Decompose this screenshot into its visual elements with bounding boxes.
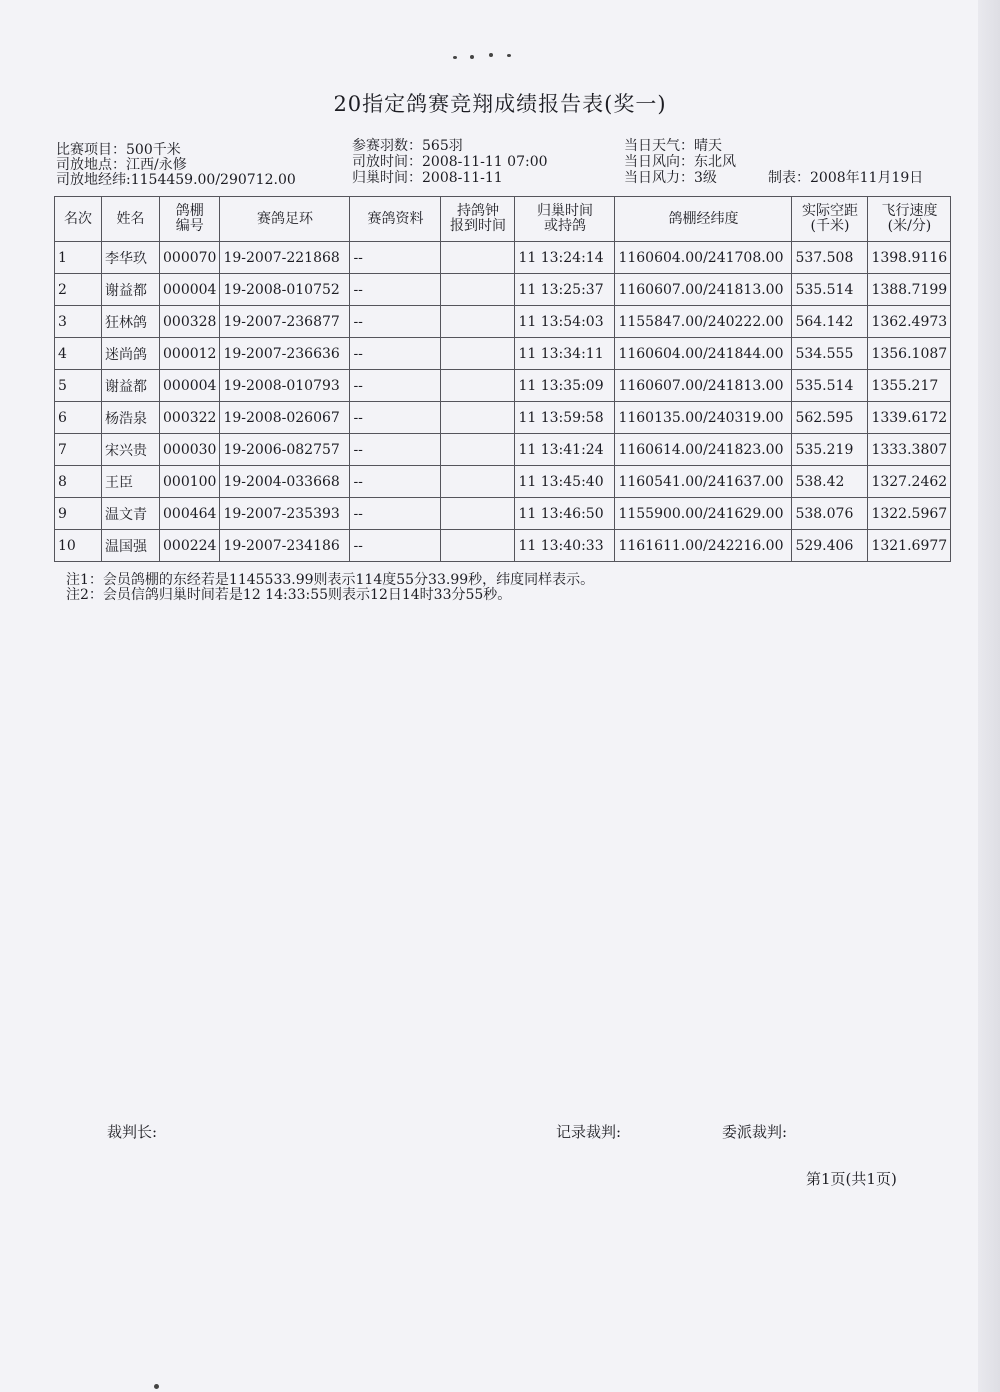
cell-clock-time <box>441 370 515 402</box>
cell-return-time: 11 13:34:11 <box>515 338 615 370</box>
cell-rank: 8 <box>55 466 102 498</box>
cell-coords: 1160607.00/241813.00 <box>615 274 792 306</box>
cell-pigeon-info: -- <box>350 402 441 434</box>
delegated-judge-label: 委派裁判: <box>722 1123 788 1141</box>
cell-loft-no: 000328 <box>160 306 220 338</box>
note-2: 注2：会员信鸽归巢时间若是12 14:33:55则表示12日14时33分55秒。 <box>66 587 512 603</box>
cell-pigeon-info: -- <box>350 530 441 562</box>
cell-distance: 529.406 <box>792 530 868 562</box>
cell-speed: 1333.3807 <box>868 434 951 466</box>
cell-clock-time <box>441 402 515 434</box>
info-release-site: 司放地点：江西/永修 <box>56 157 187 173</box>
scan-speck <box>507 54 511 57</box>
table-row <box>55 498 951 530</box>
cell-rank: 7 <box>55 434 102 466</box>
table-row <box>55 466 951 498</box>
cell-clock-time <box>441 434 515 466</box>
info-wind-force: 当日风力：3级 <box>624 170 717 186</box>
header-loft-no <box>160 197 220 242</box>
cell-pigeon-info: -- <box>350 338 441 370</box>
info-event: 比赛项目：500千米 <box>56 142 181 158</box>
cell-clock-time <box>441 274 515 306</box>
table-row <box>55 274 951 306</box>
header-distance-line: 实际空距 (千米) <box>801 203 858 234</box>
header-pigeon-info: 赛鸽资料 <box>350 197 441 242</box>
cell-loft-no: 000004 <box>160 370 220 402</box>
cell-clock-time <box>441 306 515 338</box>
cell-ring: 19-2004-033668 <box>220 466 350 498</box>
info-release-time: 司放时间：2008-11-11 07:00 <box>352 154 548 170</box>
cell-rank: 3 <box>55 306 102 338</box>
cell-speed: 1362.4973 <box>868 306 951 338</box>
cell-ring: 19-2008-010793 <box>220 370 350 402</box>
cell-distance: 537.508 <box>792 242 868 274</box>
scan-speck <box>489 53 493 57</box>
cell-return-time: 11 13:25:37 <box>515 274 615 306</box>
cell-return-time: 11 13:35:09 <box>515 370 615 402</box>
cell-speed: 1355.217 <box>868 370 951 402</box>
cell-speed: 1322.5967 <box>868 498 951 530</box>
cell-return-time: 11 13:24:14 <box>515 242 615 274</box>
header-name: 姓名 <box>102 197 160 242</box>
cell-coords: 1155847.00/240222.00 <box>615 306 792 338</box>
cell-coords: 1155900.00/241629.00 <box>615 498 792 530</box>
cell-return-time: 11 13:46:50 <box>515 498 615 530</box>
cell-pigeon-info: -- <box>350 498 441 530</box>
cell-loft-no: 000464 <box>160 498 220 530</box>
table-row <box>55 402 951 434</box>
info-release-coords: 司放地经纬:1154459.00/290712.00 <box>56 172 296 188</box>
header-return-time-line: 归巢时间 或持鸽 <box>536 203 593 234</box>
cell-rank: 2 <box>55 274 102 306</box>
cell-loft-no: 000322 <box>160 402 220 434</box>
table-row <box>55 242 951 274</box>
table-row <box>55 370 951 402</box>
cell-pigeon-info: -- <box>350 274 441 306</box>
cell-name: 宋兴贵 <box>102 434 160 466</box>
cell-distance: 562.595 <box>792 402 868 434</box>
header-return-time <box>515 197 615 242</box>
cell-ring: 19-2007-235393 <box>220 498 350 530</box>
cell-clock-time <box>441 498 515 530</box>
cell-clock-time <box>441 530 515 562</box>
cell-clock-time <box>441 338 515 370</box>
table-header-row <box>55 197 951 242</box>
cell-return-time: 11 13:45:40 <box>515 466 615 498</box>
chief-judge-label: 裁判长: <box>107 1123 158 1141</box>
cell-ring: 19-2007-236636 <box>220 338 350 370</box>
header-distance <box>792 197 868 242</box>
cell-speed: 1356.1087 <box>868 338 951 370</box>
header-speed <box>868 197 951 242</box>
header-clock-time <box>441 197 515 242</box>
cell-name: 温文青 <box>102 498 160 530</box>
cell-rank: 4 <box>55 338 102 370</box>
cell-ring: 19-2007-236877 <box>220 306 350 338</box>
header-rank: 名次 <box>55 197 102 242</box>
cell-distance: 535.219 <box>792 434 868 466</box>
cell-coords: 1160614.00/241823.00 <box>615 434 792 466</box>
header-loft-no-line: 鸽棚 编号 <box>175 203 204 234</box>
cell-distance: 538.076 <box>792 498 868 530</box>
cell-name: 温国强 <box>102 530 160 562</box>
cell-pigeon-info: -- <box>350 434 441 466</box>
info-weather: 当日天气：晴天 <box>624 138 722 154</box>
cell-coords: 1160135.00/240319.00 <box>615 402 792 434</box>
info-made-date: 制表：2008年11月19日 <box>768 170 924 186</box>
cell-speed: 1321.6977 <box>868 530 951 562</box>
cell-coords: 1160541.00/241637.00 <box>615 466 792 498</box>
table-row <box>55 338 951 370</box>
cell-return-time: 11 13:54:03 <box>515 306 615 338</box>
results-body <box>55 242 951 562</box>
cell-name: 迷尚鸽 <box>102 338 160 370</box>
cell-loft-no: 000004 <box>160 274 220 306</box>
cell-pigeon-info: -- <box>350 466 441 498</box>
cell-ring: 19-2008-010752 <box>220 274 350 306</box>
cell-rank: 9 <box>55 498 102 530</box>
cell-pigeon-info: -- <box>350 242 441 274</box>
page-number: 第1页(共1页) <box>806 1170 897 1188</box>
scan-speck <box>453 56 457 59</box>
info-entries: 参赛羽数：565羽 <box>352 138 463 154</box>
table-row <box>55 530 951 562</box>
cell-loft-no: 000030 <box>160 434 220 466</box>
table-row <box>55 434 951 466</box>
cell-speed: 1339.6172 <box>868 402 951 434</box>
cell-clock-time <box>441 466 515 498</box>
header-coords: 鸽棚经纬度 <box>615 197 792 242</box>
cell-ring: 19-2006-082757 <box>220 434 350 466</box>
cell-distance: 538.42 <box>792 466 868 498</box>
cell-name: 狂林鸽 <box>102 306 160 338</box>
cell-distance: 534.555 <box>792 338 868 370</box>
results-table <box>54 196 951 562</box>
cell-return-time: 11 13:41:24 <box>515 434 615 466</box>
info-wind-direction: 当日风向：东北风 <box>624 154 736 170</box>
note-1: 注1：会员鸽棚的东经若是1145533.99则表示114度55分33.99秒，纬度同样表示。 <box>66 572 595 588</box>
cell-ring: 19-2007-234186 <box>220 530 350 562</box>
cell-rank: 6 <box>55 402 102 434</box>
cell-loft-no: 000012 <box>160 338 220 370</box>
cell-distance: 564.142 <box>792 306 868 338</box>
page-edge-shadow <box>978 0 1000 1392</box>
header-speed-line: 飞行速度 (米/分) <box>881 203 938 234</box>
info-return-time: 归巢时间：2008-11-11 <box>352 170 503 186</box>
scan-speck <box>154 1384 159 1389</box>
table-row <box>55 306 951 338</box>
cell-return-time: 11 13:59:58 <box>515 402 615 434</box>
cell-ring: 19-2007-221868 <box>220 242 350 274</box>
cell-return-time: 11 13:40:33 <box>515 530 615 562</box>
cell-name: 王臣 <box>102 466 160 498</box>
recording-judge-label: 记录裁判: <box>556 1123 622 1141</box>
cell-rank: 5 <box>55 370 102 402</box>
cell-distance: 535.514 <box>792 370 868 402</box>
cell-loft-no: 000224 <box>160 530 220 562</box>
cell-loft-no: 000100 <box>160 466 220 498</box>
cell-name: 杨浩泉 <box>102 402 160 434</box>
cell-distance: 535.514 <box>792 274 868 306</box>
cell-loft-no: 000070 <box>160 242 220 274</box>
cell-name: 李华玖 <box>102 242 160 274</box>
header-ring: 赛鸽足环 <box>220 197 350 242</box>
scan-speck <box>470 55 474 59</box>
header-clock-time-line: 持鸽钟 报到时间 <box>449 203 506 234</box>
cell-name: 谢益都 <box>102 370 160 402</box>
cell-coords: 1160607.00/241813.00 <box>615 370 792 402</box>
cell-name: 谢益都 <box>102 274 160 306</box>
cell-speed: 1327.2462 <box>868 466 951 498</box>
cell-pigeon-info: -- <box>350 370 441 402</box>
cell-pigeon-info: -- <box>350 306 441 338</box>
cell-coords: 1161611.00/242216.00 <box>615 530 792 562</box>
cell-rank: 1 <box>55 242 102 274</box>
cell-rank: 10 <box>55 530 102 562</box>
notes <box>66 573 594 603</box>
cell-ring: 19-2008-026067 <box>220 402 350 434</box>
cell-clock-time <box>441 242 515 274</box>
cell-coords: 1160604.00/241844.00 <box>615 338 792 370</box>
cell-coords: 1160604.00/241708.00 <box>615 242 792 274</box>
cell-speed: 1398.9116 <box>868 242 951 274</box>
report-title: 20指定鸽赛竞翔成绩报告表(奖一) <box>333 92 667 116</box>
cell-speed: 1388.7199 <box>868 274 951 306</box>
